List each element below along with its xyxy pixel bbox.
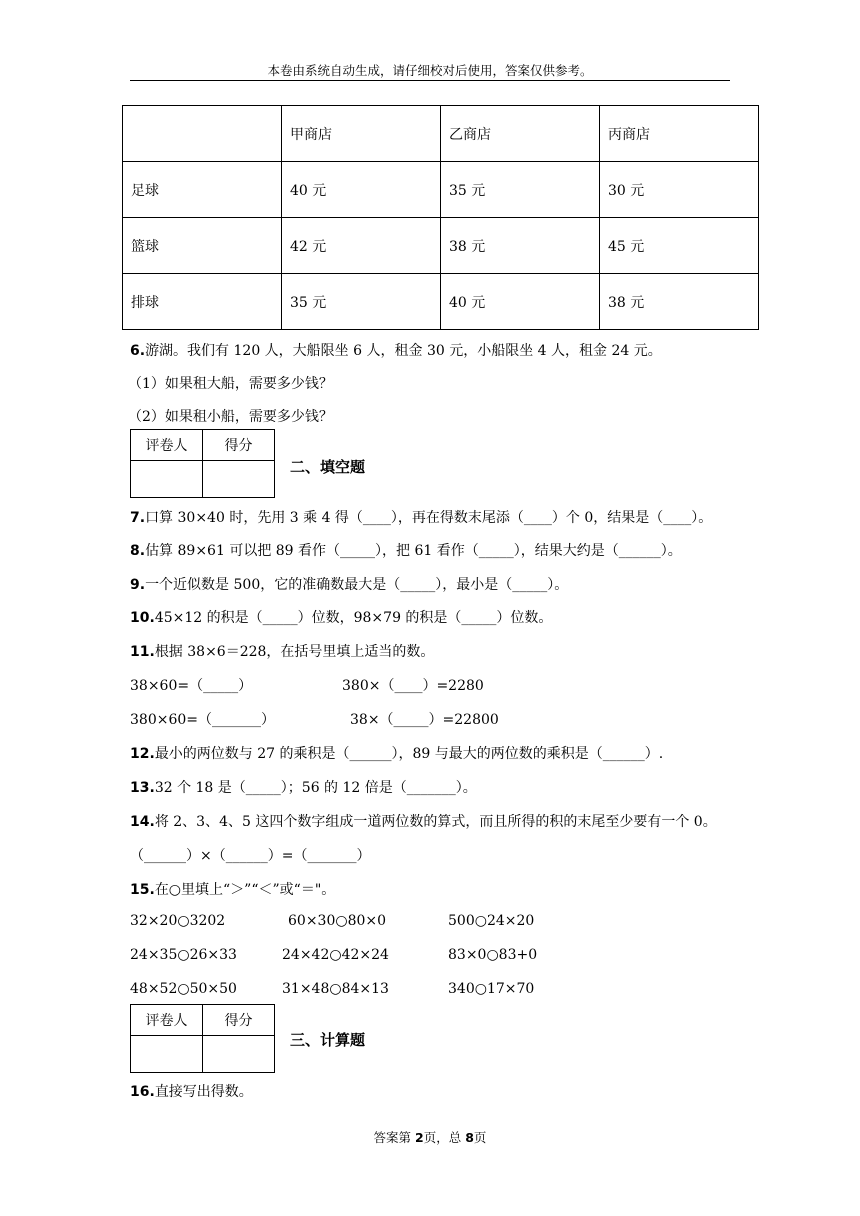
- compare-item: 32×20○3202: [130, 913, 226, 929]
- question-text: 口算 30×40 时，先用 3 乘 4 得（____），再在得数末尾添（____）个 0，结果是（____）。: [145, 510, 713, 526]
- question-text: 最小的两位数与 27 的乘积是（______），89 与最大的两位数的乘积是（______）.: [154, 746, 664, 762]
- compare-item: 24×42○42×24: [282, 947, 389, 963]
- page-footer: [0, 1128, 860, 1146]
- table-cell: 40 元: [282, 162, 441, 218]
- compare-item: 60×30○80×0: [288, 913, 387, 929]
- table-cell: 排球: [123, 274, 282, 330]
- reviewer-field[interactable]: [131, 1036, 203, 1073]
- question-text: 估算 89×61 可以把 89 看作（_____），把 61 看作（_____），结果大约是（______）。: [145, 543, 682, 559]
- question-number: 8.: [130, 543, 146, 559]
- table-cell: 35 元: [441, 162, 600, 218]
- table-cell: 足球: [123, 162, 282, 218]
- question-text: 根据 38×6＝228，在括号里填上适当的数。: [154, 644, 435, 660]
- grader-box: [130, 429, 275, 498]
- table-cell: 甲商店: [282, 106, 441, 162]
- question-9: [130, 574, 568, 594]
- compare-item: 340○17×70: [448, 981, 535, 997]
- question-number: 11.: [130, 644, 155, 660]
- question-number: 12.: [130, 746, 155, 762]
- question-14-blank: （______）×（______）=（_______）: [130, 848, 371, 864]
- question-11: [130, 641, 434, 661]
- question-text: 将 2、3、4、5 这四个数字组成一道两位数的算式，而且所得的积的末尾至少要有一个 0。: [154, 814, 717, 830]
- question-text: 直接写出得数。: [154, 1084, 253, 1100]
- reviewer-label: 评卷人: [131, 430, 203, 461]
- score-field[interactable]: [203, 461, 275, 498]
- question-8: [130, 540, 682, 560]
- question-6-part-1: （1）如果租大船，需要多少钱？: [128, 376, 333, 392]
- table-row: [123, 162, 759, 218]
- question-7: [130, 507, 712, 527]
- question-14: [130, 811, 717, 831]
- question-11-item: 380×60=（_______）: [130, 712, 275, 728]
- reviewer-label: 评卷人: [131, 1005, 203, 1036]
- section-title-calculation: 三、计算题: [290, 1031, 366, 1049]
- section-title-fill-in: 二、填空题: [290, 458, 366, 476]
- table-header-row: [123, 106, 759, 162]
- table-cell: [123, 106, 282, 162]
- compare-item: 24×35○26×33: [130, 947, 237, 963]
- question-text: 在○里填上“＞”“＜”或“＝"。: [154, 882, 336, 898]
- question-number: 16.: [130, 1084, 155, 1100]
- question-number: 9.: [130, 577, 146, 593]
- footer-text: 页: [473, 1130, 487, 1145]
- score-field[interactable]: [203, 1036, 275, 1073]
- table-row: [123, 274, 759, 330]
- compare-item: 500○24×20: [448, 913, 535, 929]
- question-number: 6.: [130, 343, 146, 359]
- question-text: 游湖。我们有 120 人，大船限坐 6 人，租金 30 元，小船限坐 4 人，租金 24 元。: [145, 343, 662, 359]
- table-cell: 40 元: [441, 274, 600, 330]
- question-13: [130, 777, 477, 797]
- page-header: 本卷由系统自动生成，请仔细校对后使用，答案仅供参考。: [267, 63, 593, 78]
- question-number: 14.: [130, 814, 155, 830]
- question-11-item: 38×60=（_____）: [130, 678, 253, 694]
- price-table: [122, 105, 759, 330]
- question-number: 10.: [130, 610, 155, 626]
- score-label: 得分: [203, 1005, 275, 1036]
- reviewer-field[interactable]: [131, 461, 203, 498]
- question-6-part-2: （2）如果租小船，需要多少钱？: [128, 409, 333, 425]
- question-number: 13.: [130, 780, 155, 796]
- table-cell: 乙商店: [441, 106, 600, 162]
- total-pages: 8: [465, 1130, 474, 1145]
- page-number: 2: [415, 1130, 424, 1145]
- header-divider: [130, 80, 730, 81]
- question-text: 32 个 18 是（_____）；56 的 12 倍是（_______）。: [154, 780, 477, 796]
- question-6: [130, 340, 662, 360]
- table-cell: 篮球: [123, 218, 282, 274]
- question-text: 45×12 的积是（_____）位数，98×79 的积是（_____）位数。: [154, 610, 553, 626]
- table-cell: 45 元: [600, 218, 759, 274]
- table-row: [123, 218, 759, 274]
- question-16: [130, 1081, 253, 1101]
- score-label: 得分: [203, 430, 275, 461]
- table-cell: 丙商店: [600, 106, 759, 162]
- question-number: 7.: [130, 510, 146, 526]
- table-cell: 38 元: [441, 218, 600, 274]
- table-cell: 42 元: [282, 218, 441, 274]
- question-10: [130, 607, 552, 627]
- compare-item: 31×48○84×13: [282, 981, 389, 997]
- question-11-item: 380×（____）=2280: [342, 678, 484, 694]
- question-11-item: 38×（_____）=22800: [350, 712, 499, 728]
- footer-text: 答案第: [373, 1130, 416, 1145]
- table-cell: 30 元: [600, 162, 759, 218]
- question-15: [130, 879, 335, 899]
- compare-item: 83×0○83+0: [448, 947, 538, 963]
- table-cell: 38 元: [600, 274, 759, 330]
- question-number: 15.: [130, 882, 155, 898]
- grader-box: [130, 1004, 275, 1073]
- question-12: [130, 743, 663, 763]
- table-cell: 35 元: [282, 274, 441, 330]
- footer-text: 页，总: [423, 1130, 466, 1145]
- compare-item: 48×52○50×50: [130, 981, 237, 997]
- question-text: 一个近似数是 500，它的准确数最大是（_____），最小是（_____）。: [145, 577, 569, 593]
